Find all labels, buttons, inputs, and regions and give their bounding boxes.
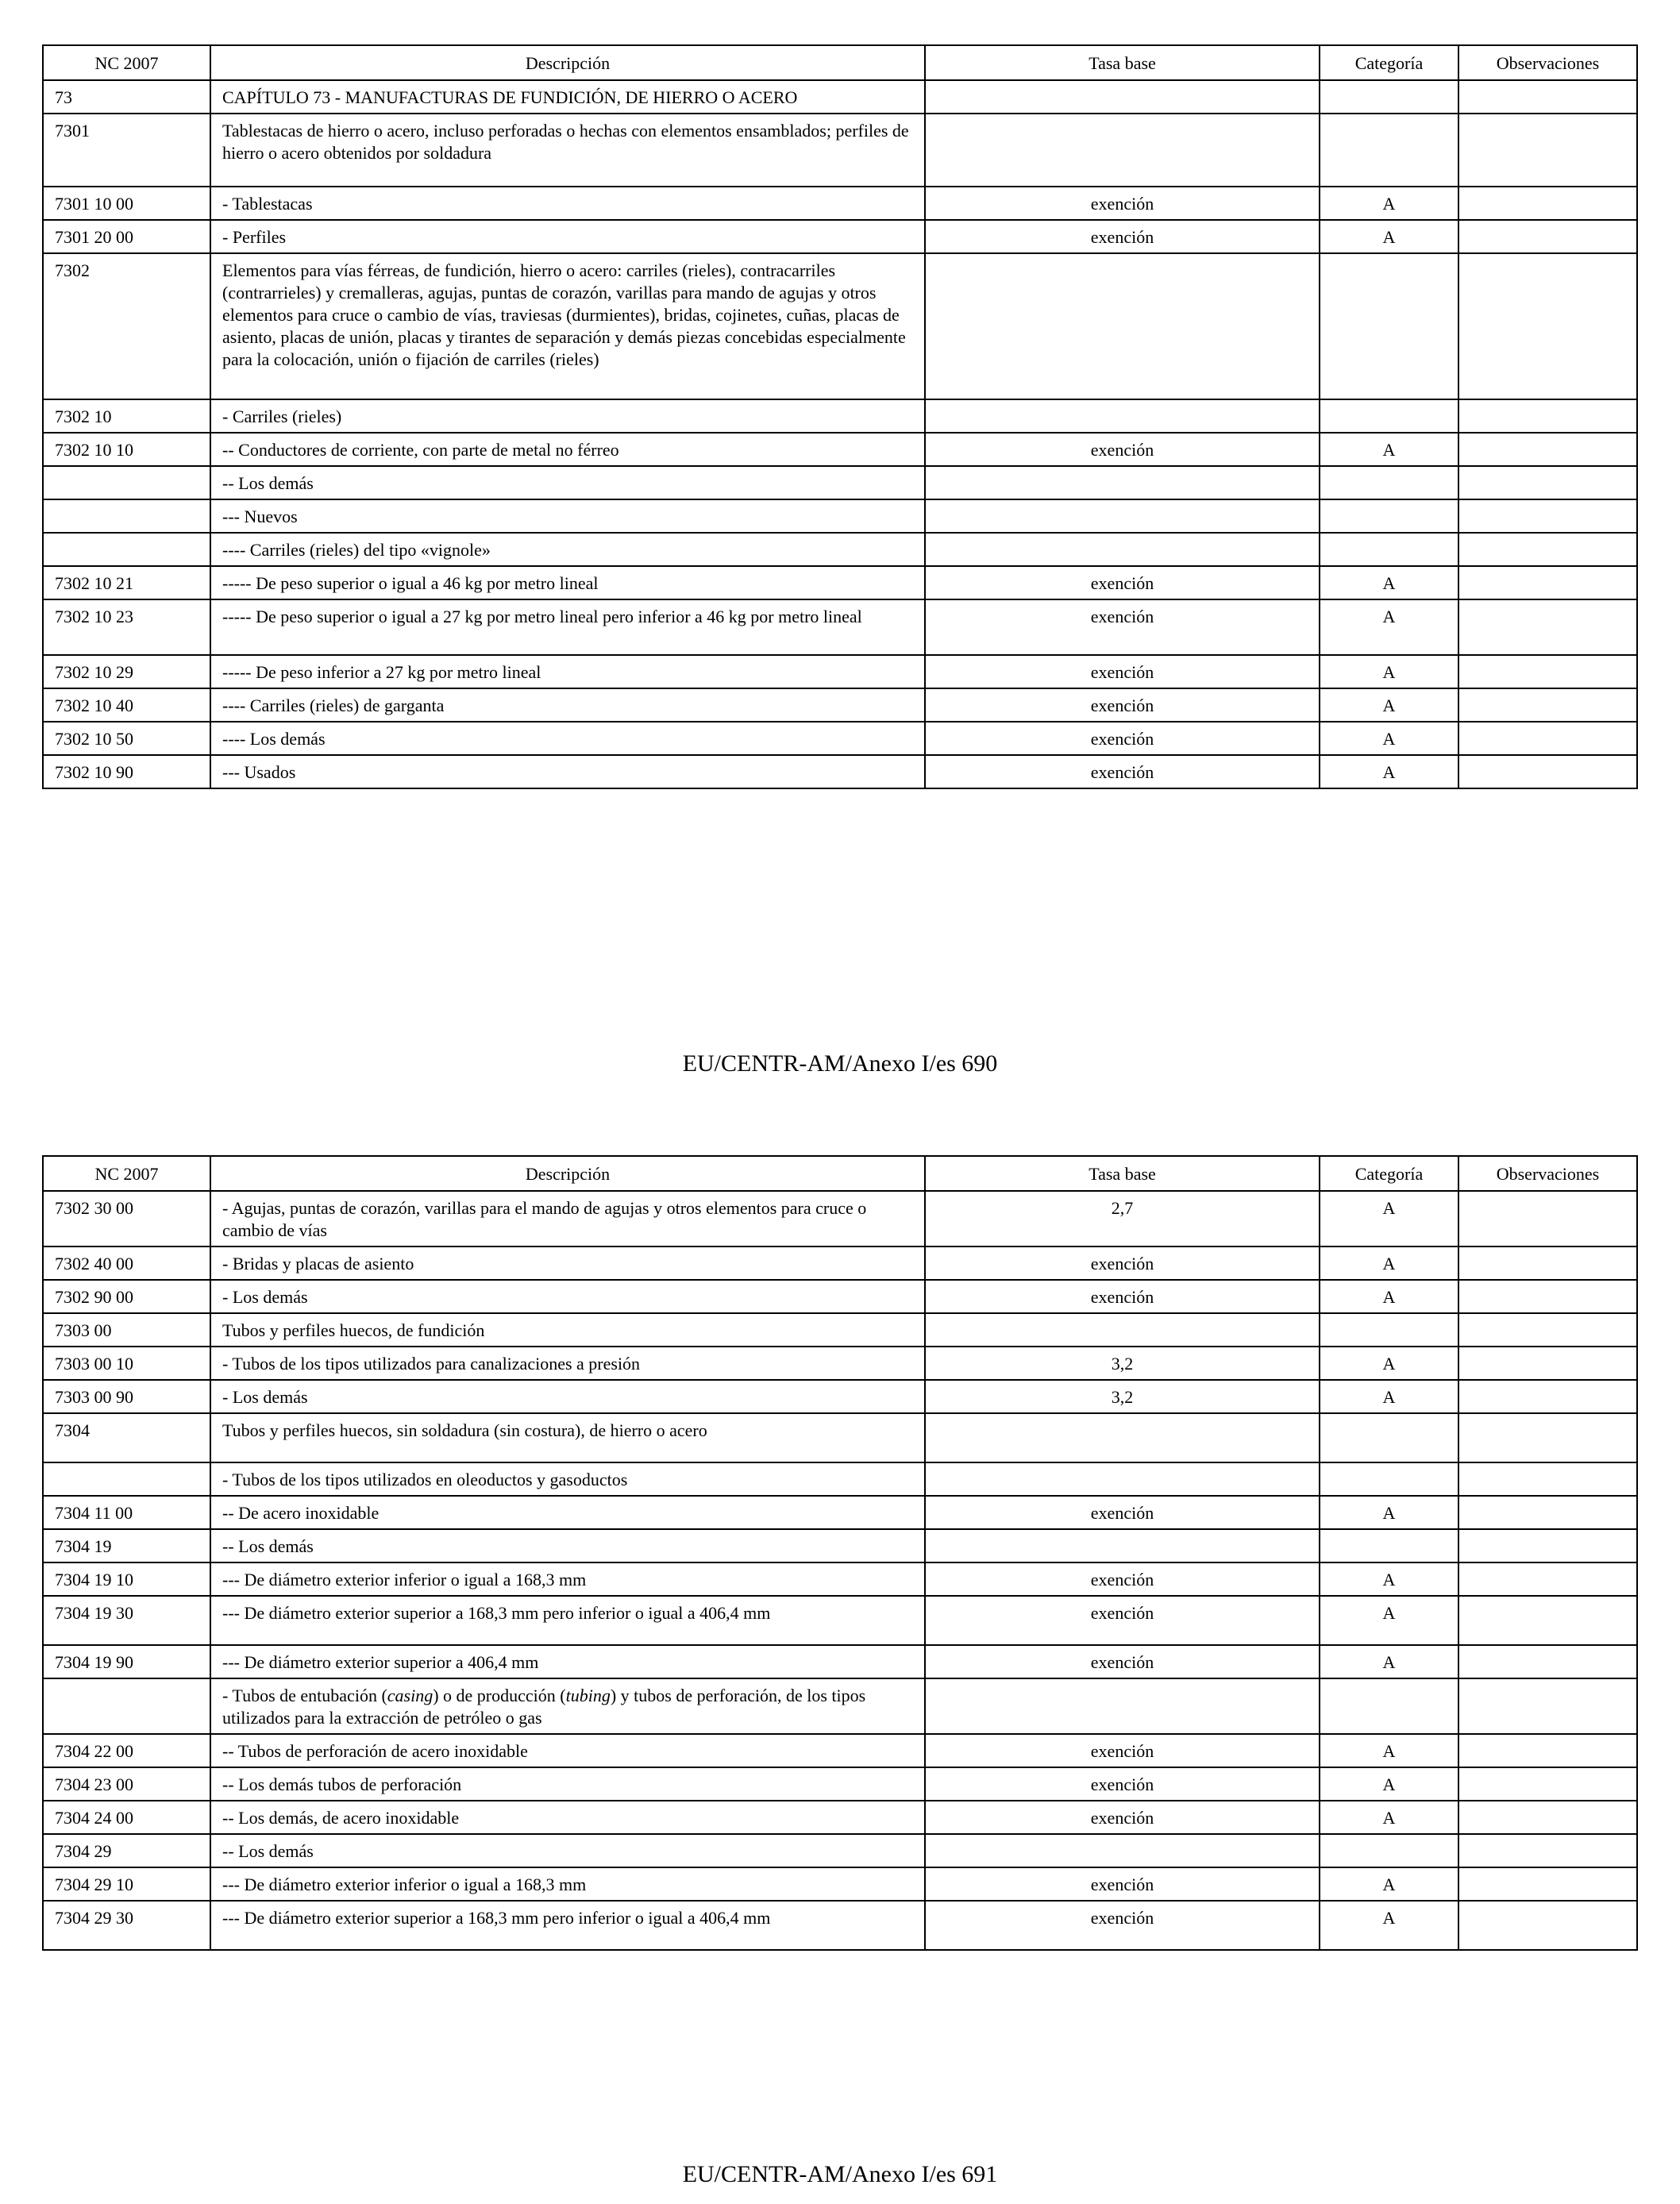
cell-category — [1320, 1313, 1458, 1347]
table-row — [43, 1645, 1637, 1678]
cell-code: 7304 29 30 — [43, 1901, 210, 1950]
cell-code: 7304 11 00 — [43, 1496, 210, 1529]
tariff-table-page-691 — [42, 1155, 1638, 1951]
cell-code — [43, 1678, 210, 1734]
cell-rate — [925, 1529, 1320, 1562]
table-row — [43, 755, 1637, 788]
cell-category: A — [1320, 1191, 1458, 1246]
table-row — [43, 1596, 1637, 1645]
cell-description: ----- De peso inferior a 27 kg por metro lineal — [210, 655, 925, 688]
cell-rate: exención — [925, 1562, 1320, 1596]
cell-category — [1320, 114, 1458, 187]
cell-notes — [1458, 1413, 1637, 1462]
cell-rate: exención — [925, 1246, 1320, 1280]
cell-description: -- Los demás, de acero inoxidable — [210, 1801, 925, 1834]
cell-rate — [925, 80, 1320, 114]
cell-notes — [1458, 1191, 1637, 1246]
header-code: NC 2007 — [43, 45, 210, 80]
cell-rate: exención — [925, 187, 1320, 220]
header-code: NC 2007 — [43, 1156, 210, 1191]
tariff-table-page-690 — [42, 44, 1638, 789]
table-row — [43, 1246, 1637, 1280]
table-row — [43, 1767, 1637, 1801]
page-footer-691: EU/CENTR-AM/Anexo I/es 691 — [682, 2161, 998, 2187]
header-rate: Tasa base — [925, 1156, 1320, 1191]
cell-notes — [1458, 1380, 1637, 1413]
cell-description: - Bridas y placas de asiento — [210, 1246, 925, 1280]
cell-notes — [1458, 466, 1637, 499]
cell-rate: exención — [925, 688, 1320, 722]
cell-rate: exención — [925, 220, 1320, 253]
cell-category: A — [1320, 1645, 1458, 1678]
cell-description: - Tablestacas — [210, 187, 925, 220]
table-row — [43, 688, 1637, 722]
table-row — [43, 1801, 1637, 1834]
table-row — [43, 655, 1637, 688]
cell-notes — [1458, 1734, 1637, 1767]
cell-notes — [1458, 1596, 1637, 1645]
cell-category — [1320, 1462, 1458, 1496]
cell-code: 7304 22 00 — [43, 1734, 210, 1767]
cell-notes — [1458, 566, 1637, 599]
cell-category: A — [1320, 599, 1458, 655]
cell-notes — [1458, 499, 1637, 533]
table-row — [43, 1462, 1637, 1496]
desc-term-tubing: tubing — [565, 1686, 611, 1705]
cell-category: A — [1320, 1380, 1458, 1413]
table-row — [43, 1834, 1637, 1867]
table-row — [43, 114, 1637, 187]
cell-description: ---- Carriles (rieles) de garganta — [210, 688, 925, 722]
cell-notes — [1458, 220, 1637, 253]
table-row — [43, 1901, 1637, 1950]
cell-code: 7304 19 10 — [43, 1562, 210, 1596]
table-row — [43, 80, 1637, 114]
cell-category: A — [1320, 1901, 1458, 1950]
cell-notes — [1458, 80, 1637, 114]
cell-notes — [1458, 1280, 1637, 1313]
cell-notes — [1458, 1246, 1637, 1280]
table-row — [43, 1529, 1637, 1562]
cell-description: - Perfiles — [210, 220, 925, 253]
table-row — [43, 1496, 1637, 1529]
cell-code — [43, 533, 210, 566]
cell-rate — [925, 1313, 1320, 1347]
cell-rate — [925, 1462, 1320, 1496]
cell-code: 7304 — [43, 1413, 210, 1462]
cell-code: 7302 — [43, 253, 210, 399]
cell-rate: exención — [925, 1901, 1320, 1950]
cell-description: --- Usados — [210, 755, 925, 788]
cell-notes — [1458, 1496, 1637, 1529]
cell-category — [1320, 80, 1458, 114]
table-row — [43, 399, 1637, 433]
table-row — [43, 599, 1637, 655]
table-row — [43, 533, 1637, 566]
cell-code: 7302 10 50 — [43, 722, 210, 755]
cell-category: A — [1320, 1562, 1458, 1596]
cell-code: 7303 00 90 — [43, 1380, 210, 1413]
cell-code: 7304 19 90 — [43, 1645, 210, 1678]
desc-text: ) y tubos de perforación, de los tipos utilizados para la extracción de petróleo o gas — [222, 1686, 866, 1728]
cell-code: 7302 10 — [43, 399, 210, 433]
cell-description: - Agujas, puntas de corazón, varillas para el mando de agujas y otros elementos para cruce o cambio de vías — [210, 1191, 925, 1246]
cell-category: A — [1320, 755, 1458, 788]
cell-rate — [925, 1413, 1320, 1462]
table-row — [43, 1867, 1637, 1901]
cell-category — [1320, 1834, 1458, 1867]
desc-text: ) o de producción ( — [433, 1686, 566, 1705]
cell-category: A — [1320, 1767, 1458, 1801]
cell-notes — [1458, 114, 1637, 187]
cell-description: -- Tubos de perforación de acero inoxidable — [210, 1734, 925, 1767]
cell-code: 7304 29 — [43, 1834, 210, 1867]
cell-notes — [1458, 1901, 1637, 1950]
header-notes: Observaciones — [1458, 1156, 1637, 1191]
cell-code — [43, 499, 210, 533]
cell-rate: exención — [925, 566, 1320, 599]
cell-code: 7304 23 00 — [43, 1767, 210, 1801]
table-row — [43, 187, 1637, 220]
table-header-row — [43, 45, 1637, 80]
cell-notes — [1458, 187, 1637, 220]
cell-category — [1320, 1529, 1458, 1562]
cell-notes — [1458, 1767, 1637, 1801]
cell-code: 7302 10 21 — [43, 566, 210, 599]
cell-notes — [1458, 253, 1637, 399]
header-category: Categoría — [1320, 45, 1458, 80]
desc-text: - Tubos de entubación ( — [222, 1686, 387, 1705]
cell-code — [43, 1462, 210, 1496]
cell-rate — [925, 253, 1320, 399]
cell-category — [1320, 1413, 1458, 1462]
cell-notes — [1458, 599, 1637, 655]
cell-category — [1320, 399, 1458, 433]
cell-code: 7302 10 23 — [43, 599, 210, 655]
cell-code: 7304 29 10 — [43, 1867, 210, 1901]
cell-notes — [1458, 533, 1637, 566]
cell-rate: exención — [925, 655, 1320, 688]
cell-category: A — [1320, 1246, 1458, 1280]
cell-notes — [1458, 1462, 1637, 1496]
cell-rate: exención — [925, 1801, 1320, 1834]
cell-rate: 3,2 — [925, 1347, 1320, 1380]
cell-code: 7303 00 — [43, 1313, 210, 1347]
cell-category: A — [1320, 1801, 1458, 1834]
cell-description: Tablestacas de hierro o acero, incluso perforadas o hechas con elementos ensamblados; perfiles de hierro o acero obtenidos por soldadura — [210, 114, 925, 187]
table-row — [43, 1347, 1637, 1380]
cell-category: A — [1320, 1734, 1458, 1767]
cell-rate: exención — [925, 1734, 1320, 1767]
cell-description: --- De diámetro exterior superior a 168,3 mm pero inferior o igual a 406,4 mm — [210, 1901, 925, 1950]
cell-rate: exención — [925, 599, 1320, 655]
cell-description: -- Los demás tubos de perforación — [210, 1767, 925, 1801]
cell-rate: exención — [925, 755, 1320, 788]
cell-notes — [1458, 1867, 1637, 1901]
table-row — [43, 220, 1637, 253]
table-row — [43, 1678, 1637, 1734]
cell-notes — [1458, 1645, 1637, 1678]
cell-notes — [1458, 399, 1637, 433]
cell-code: 7302 10 29 — [43, 655, 210, 688]
cell-rate: exención — [925, 433, 1320, 466]
cell-rate — [925, 466, 1320, 499]
cell-category — [1320, 1678, 1458, 1734]
cell-rate: 2,7 — [925, 1191, 1320, 1246]
cell-category: A — [1320, 187, 1458, 220]
cell-category — [1320, 466, 1458, 499]
cell-code: 7304 19 30 — [43, 1596, 210, 1645]
cell-category: A — [1320, 655, 1458, 688]
cell-description: CAPÍTULO 73 - MANUFACTURAS DE FUNDICIÓN, DE HIERRO O ACERO — [210, 80, 925, 114]
cell-category: A — [1320, 1280, 1458, 1313]
cell-code: 7302 30 00 — [43, 1191, 210, 1246]
cell-category — [1320, 499, 1458, 533]
cell-code: 7301 20 00 — [43, 220, 210, 253]
cell-description — [210, 1678, 925, 1734]
cell-rate — [925, 1834, 1320, 1867]
cell-description: -- De acero inoxidable — [210, 1496, 925, 1529]
cell-description: ----- De peso superior o igual a 46 kg por metro lineal — [210, 566, 925, 599]
cell-rate: exención — [925, 1496, 1320, 1529]
cell-description: ---- Carriles (rieles) del tipo «vignole» — [210, 533, 925, 566]
table-row — [43, 1734, 1637, 1767]
cell-category: A — [1320, 688, 1458, 722]
table-row — [43, 1313, 1637, 1347]
cell-notes — [1458, 655, 1637, 688]
table-row — [43, 466, 1637, 499]
table-row — [43, 499, 1637, 533]
cell-notes — [1458, 722, 1637, 755]
cell-rate: 3,2 — [925, 1380, 1320, 1413]
cell-category — [1320, 533, 1458, 566]
cell-description: Tubos y perfiles huecos, de fundición — [210, 1313, 925, 1347]
table-header-row — [43, 1156, 1637, 1191]
cell-description: ---- Los demás — [210, 722, 925, 755]
cell-description: Elementos para vías férreas, de fundición, hierro o acero: carriles (rieles), contracarriles (contrarrieles) y cremalleras, agujas, puntas de corazón, varillas para mando de agujas y otros elementos para cruce o cambio de vías, traviesas (durmientes), bridas, cojinetes, cuñas, placas de asiento, placas de unión, placas y tirantes de separación y demás piezas concebidas especialmente para la colocación, unión o fijación de carriles (rieles) — [210, 253, 925, 399]
cell-code: 7303 00 10 — [43, 1347, 210, 1380]
cell-description: --- De diámetro exterior superior a 168,3 mm pero inferior o igual a 406,4 mm — [210, 1596, 925, 1645]
cell-code: 7302 10 90 — [43, 755, 210, 788]
cell-category: A — [1320, 722, 1458, 755]
table-row — [43, 1280, 1637, 1313]
header-notes: Observaciones — [1458, 45, 1637, 80]
cell-category — [1320, 253, 1458, 399]
cell-rate: exención — [925, 1867, 1320, 1901]
cell-code: 73 — [43, 80, 210, 114]
cell-notes — [1458, 1529, 1637, 1562]
desc-term-casing: casing — [387, 1686, 433, 1705]
cell-code: 7304 19 — [43, 1529, 210, 1562]
table-row — [43, 722, 1637, 755]
cell-code: 7302 10 10 — [43, 433, 210, 466]
cell-code: 7302 90 00 — [43, 1280, 210, 1313]
cell-description: -- Los demás — [210, 466, 925, 499]
cell-description: - Tubos de los tipos utilizados para canalizaciones a presión — [210, 1347, 925, 1380]
cell-description: - Tubos de los tipos utilizados en oleoductos y gasoductos — [210, 1462, 925, 1496]
cell-notes — [1458, 1347, 1637, 1380]
header-category: Categoría — [1320, 1156, 1458, 1191]
cell-description: --- Nuevos — [210, 499, 925, 533]
table-row — [43, 1380, 1637, 1413]
header-description: Descripción — [210, 45, 925, 80]
table-row — [43, 1562, 1637, 1596]
cell-category: A — [1320, 220, 1458, 253]
cell-code: 7302 40 00 — [43, 1246, 210, 1280]
cell-category: A — [1320, 1347, 1458, 1380]
table-row — [43, 253, 1637, 399]
cell-notes — [1458, 755, 1637, 788]
page-footer-690: EU/CENTR-AM/Anexo I/es 690 — [682, 1050, 998, 1077]
cell-description: Tubos y perfiles huecos, sin soldadura (sin costura), de hierro o acero — [210, 1413, 925, 1462]
cell-rate — [925, 533, 1320, 566]
table-row — [43, 433, 1637, 466]
cell-notes — [1458, 1834, 1637, 1867]
cell-rate: exención — [925, 1645, 1320, 1678]
cell-notes — [1458, 1801, 1637, 1834]
cell-description: - Los demás — [210, 1380, 925, 1413]
cell-notes — [1458, 433, 1637, 466]
header-rate: Tasa base — [925, 45, 1320, 80]
cell-rate: exención — [925, 722, 1320, 755]
cell-code: 7301 10 00 — [43, 187, 210, 220]
cell-notes — [1458, 688, 1637, 722]
cell-rate — [925, 499, 1320, 533]
cell-description: - Carriles (rieles) — [210, 399, 925, 433]
cell-rate — [925, 114, 1320, 187]
cell-rate: exención — [925, 1596, 1320, 1645]
cell-code: 7302 10 40 — [43, 688, 210, 722]
cell-category: A — [1320, 1496, 1458, 1529]
cell-notes — [1458, 1562, 1637, 1596]
cell-description: ----- De peso superior o igual a 27 kg por metro lineal pero inferior a 46 kg por metro lineal — [210, 599, 925, 655]
cell-code: 7304 24 00 — [43, 1801, 210, 1834]
cell-rate: exención — [925, 1280, 1320, 1313]
cell-description: -- Conductores de corriente, con parte de metal no férreo — [210, 433, 925, 466]
cell-description: --- De diámetro exterior inferior o igual a 168,3 mm — [210, 1562, 925, 1596]
cell-description: --- De diámetro exterior inferior o igual a 168,3 mm — [210, 1867, 925, 1901]
cell-description: - Los demás — [210, 1280, 925, 1313]
cell-description: -- Los demás — [210, 1529, 925, 1562]
cell-code — [43, 466, 210, 499]
cell-rate — [925, 1678, 1320, 1734]
table-row — [43, 566, 1637, 599]
cell-category: A — [1320, 1867, 1458, 1901]
table-row — [43, 1413, 1637, 1462]
cell-description: -- Los demás — [210, 1834, 925, 1867]
cell-category: A — [1320, 566, 1458, 599]
table-row — [43, 1191, 1637, 1246]
cell-category: A — [1320, 1596, 1458, 1645]
cell-code: 7301 — [43, 114, 210, 187]
cell-notes — [1458, 1313, 1637, 1347]
cell-description: --- De diámetro exterior superior a 406,4 mm — [210, 1645, 925, 1678]
cell-category: A — [1320, 433, 1458, 466]
cell-rate — [925, 399, 1320, 433]
header-description: Descripción — [210, 1156, 925, 1191]
cell-rate: exención — [925, 1767, 1320, 1801]
cell-notes — [1458, 1678, 1637, 1734]
